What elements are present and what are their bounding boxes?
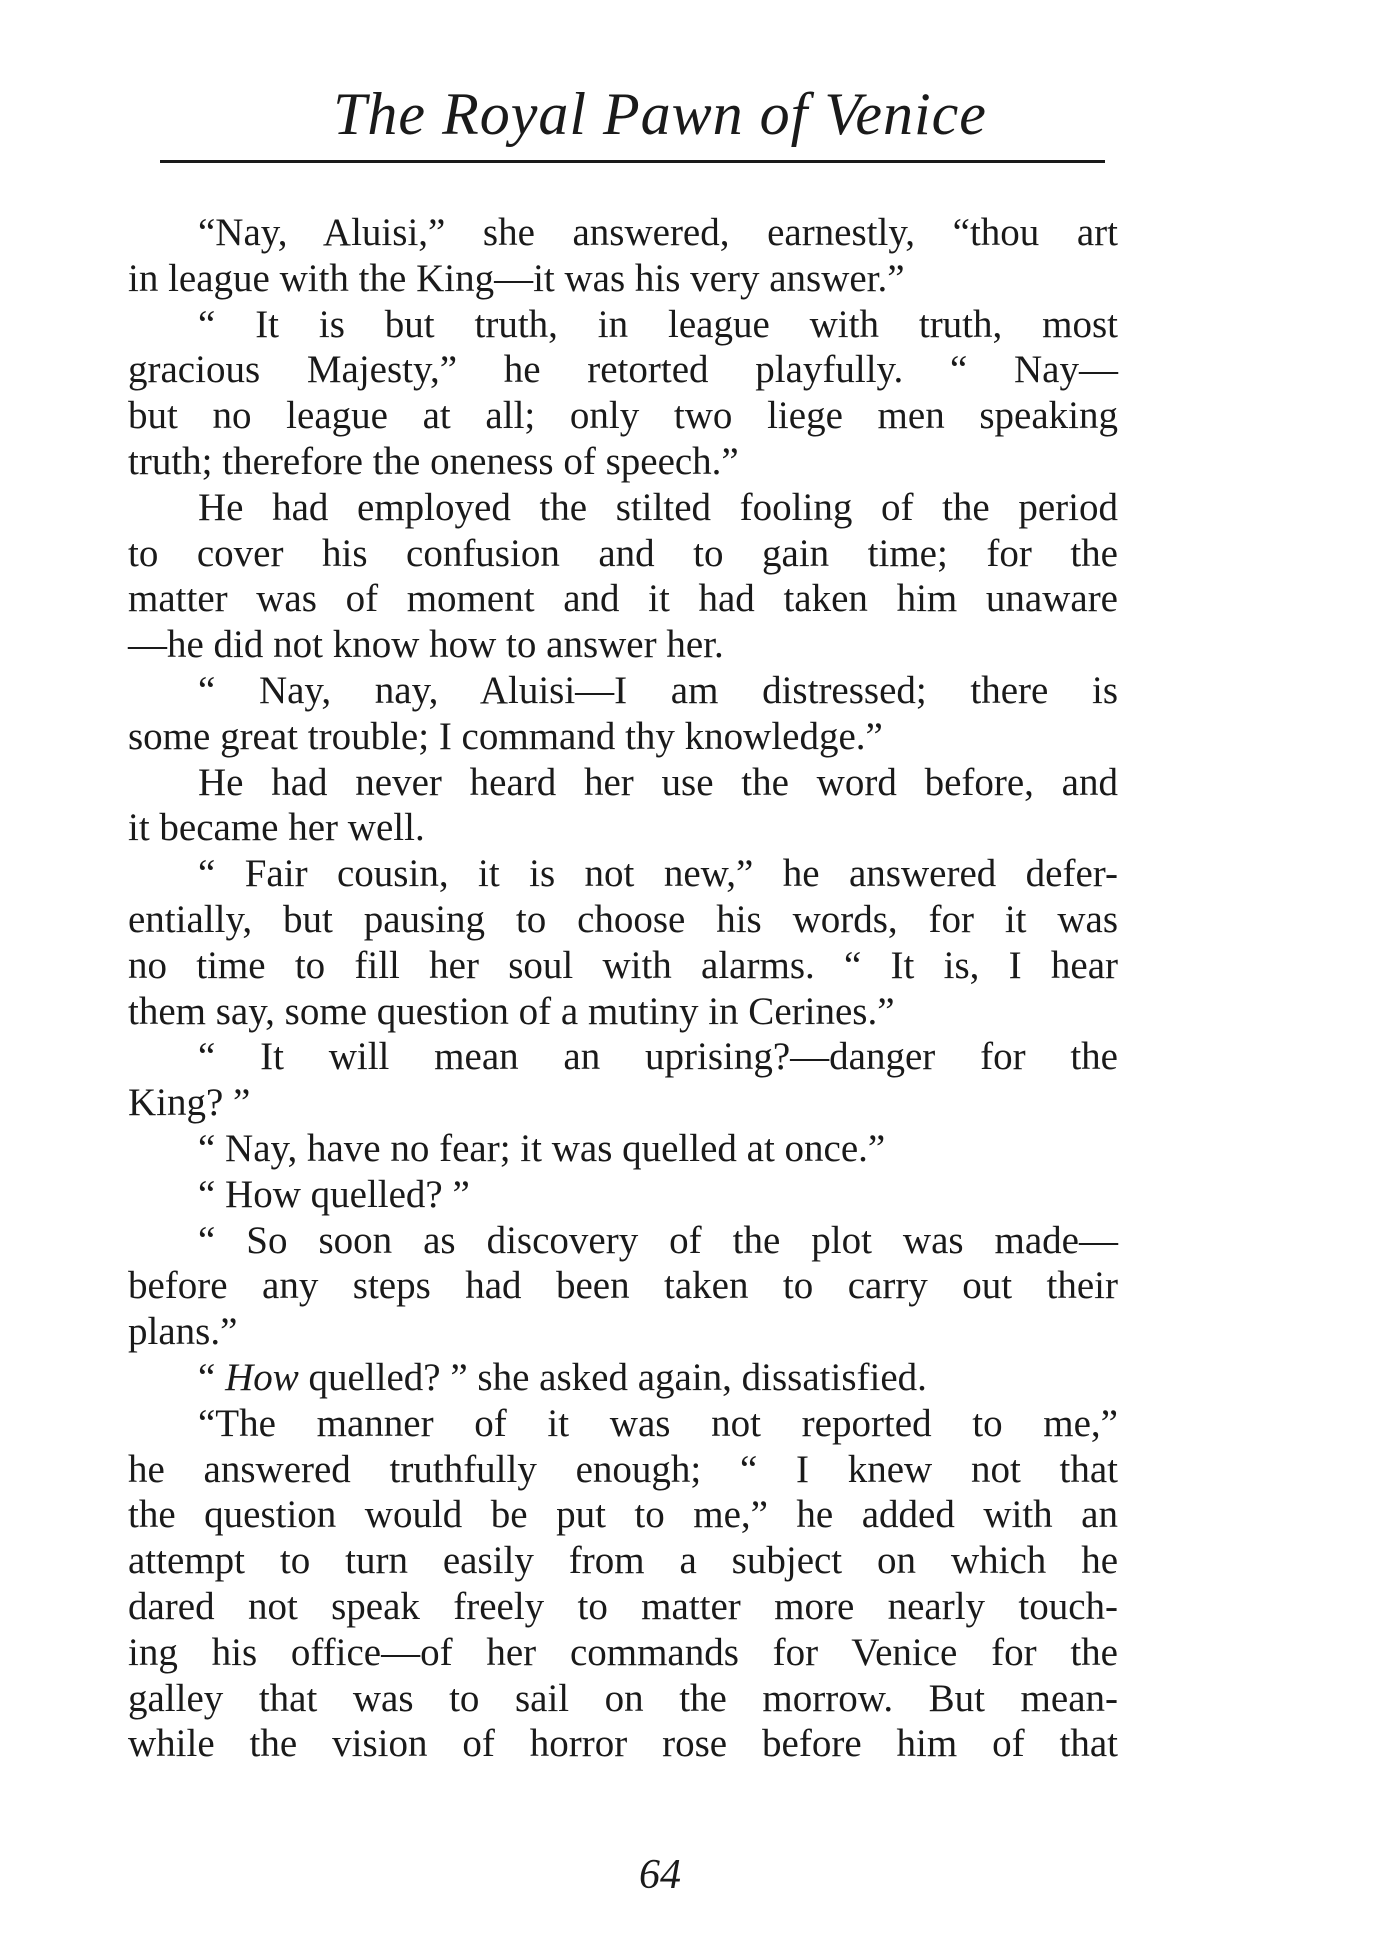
text-line: “ Fair cousin, it is not new,” he answered defer- xyxy=(198,852,1118,896)
text-line-with-italic xyxy=(128,1355,1118,1401)
text-line: it became her well. xyxy=(128,806,425,850)
running-header-title: The Royal Pawn of Venice xyxy=(333,81,987,147)
text-line-remainder: quelled? ” she asked again, dissatisfied. xyxy=(298,1355,927,1399)
text-line: them say, some question of a mutiny in Cerines.” xyxy=(128,989,895,1033)
text-line: “ Nay, nay, Aluisi—I am distressed; there is xyxy=(198,668,1118,712)
italic-emphasis: How xyxy=(225,1355,299,1399)
opening-quote: “ xyxy=(198,1355,226,1399)
text-line: “Nay, Aluisi,” she answered, earnestly, “thou art xyxy=(198,211,1118,254)
text-line: “ It will mean an uprising?—danger for the xyxy=(198,1035,1118,1079)
text-line: dared not speak freely to matter more nearly touch- xyxy=(128,1584,1118,1628)
page-number: 64 xyxy=(639,1852,681,1898)
text-line: the question would be put to me,” he added with an xyxy=(128,1493,1118,1537)
body-text xyxy=(128,210,1118,1767)
text-line: he answered truthfully enough; “ I knew not that xyxy=(128,1447,1118,1491)
text-line: He had employed the stilted fooling of the period xyxy=(198,485,1118,529)
text-line: “The manner of it was not reported to me,” xyxy=(198,1401,1118,1445)
text-line: in league with the King—it was his very answer.” xyxy=(128,256,905,300)
text-line: galley that was to sail on the morrow. But mean- xyxy=(128,1676,1118,1720)
text-line: before any steps had been taken to carry out their xyxy=(128,1264,1118,1308)
text-line: no time to fill her soul with alarms. “ It is, I hear xyxy=(128,943,1118,987)
text-line: while the vision of horror rose before him of that xyxy=(128,1722,1118,1766)
text-line: some great trouble; I command thy knowledge.” xyxy=(128,714,883,758)
text-line: to cover his confusion and to gain time; for the xyxy=(128,531,1118,575)
text-line: attempt to turn easily from a subject on which he xyxy=(128,1539,1118,1583)
text-line: “ Nay, have no fear; it was quelled at once.” xyxy=(198,1126,886,1170)
text-line: “ How quelled? ” xyxy=(198,1172,470,1216)
text-line: but no league at all; only two liege men speaking xyxy=(128,394,1118,438)
text-line: “ So soon as discovery of the plot was made— xyxy=(198,1218,1118,1262)
text-line: entially, but pausing to choose his words, for it was xyxy=(128,897,1118,941)
text-line: gracious Majesty,” he retorted playfully. “ Nay— xyxy=(128,348,1118,392)
text-line: He had never heard her use the word before, and xyxy=(198,760,1118,804)
text-line: “ It is but truth, in league with truth, most xyxy=(198,302,1118,346)
text-line: truth; therefore the oneness of speech.” xyxy=(128,439,739,483)
text-line: plans.” xyxy=(128,1310,238,1354)
text-line: ing his office—of her commands for Venice for the xyxy=(128,1630,1118,1674)
text-line: King? ” xyxy=(128,1081,251,1125)
header-rule xyxy=(160,160,1105,163)
text-line: —he did not know how to answer her. xyxy=(128,623,724,667)
text-line: matter was of moment and it had taken him unaware xyxy=(128,577,1118,621)
